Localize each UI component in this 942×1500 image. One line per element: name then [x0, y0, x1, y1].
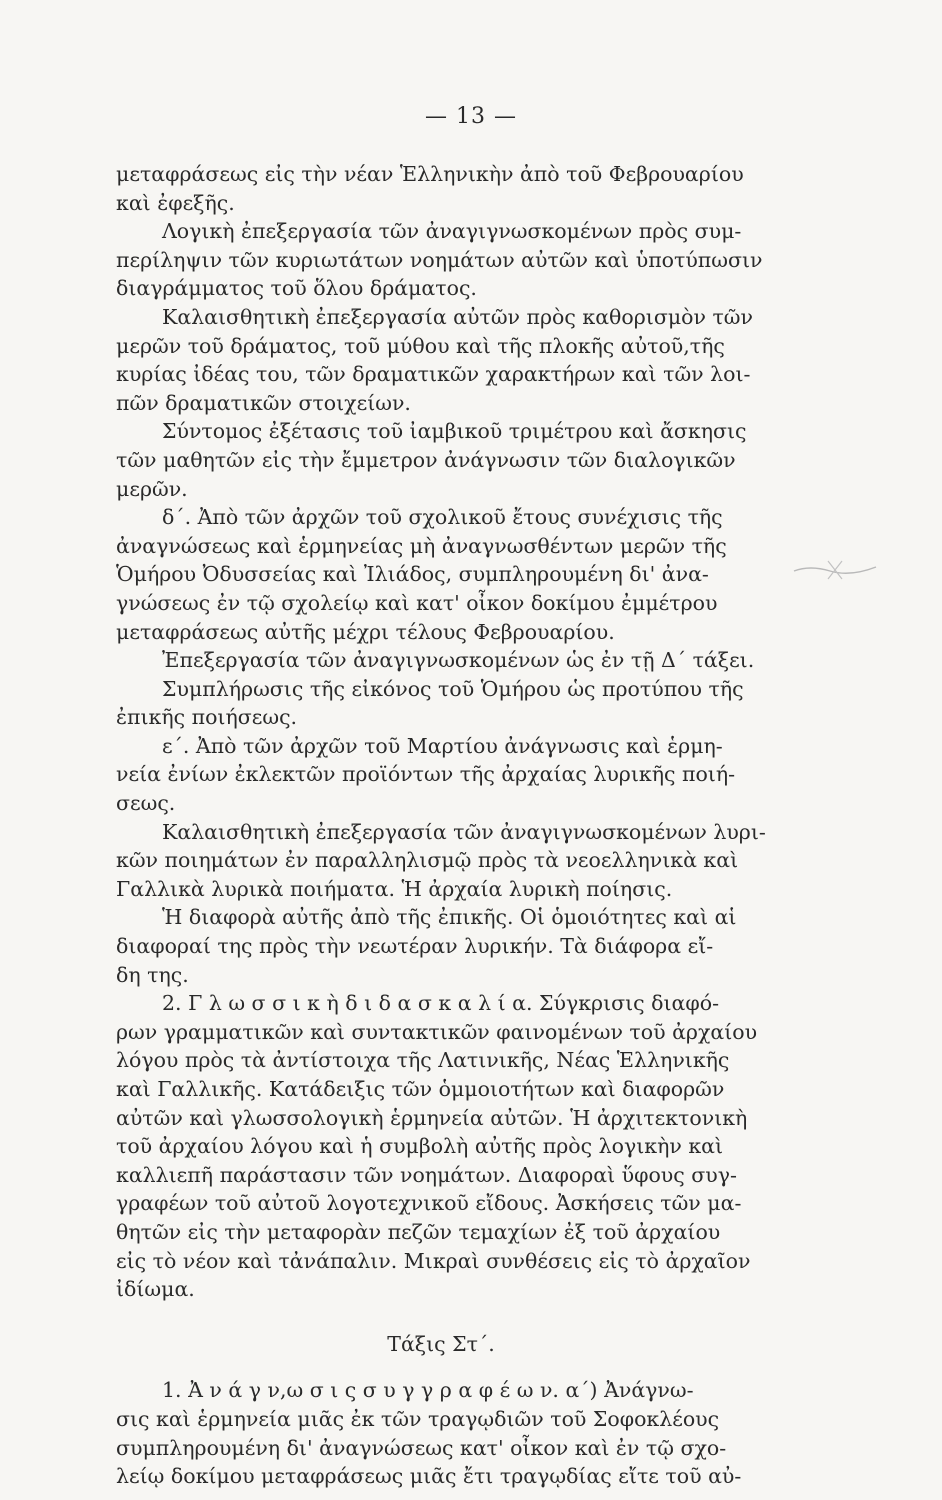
text-line: Ἡ διαφορὰ αὐτῆς ἀπὸ τῆς ἐπικῆς. Οἱ ὁμοιότητες καὶ αἱ [162, 905, 737, 930]
text-line: νεία ἐνίων ἐκλεκτῶν προϊόντων τῆς ἀρχαίας λυρικῆς ποιή- [116, 762, 736, 787]
text-line: συμπληρουμένη δι' ἀναγνώσεως κατ' οἶκον καὶ ἐν τῷ σχο- [116, 1435, 727, 1460]
text-line: λόγου πρὸς τὰ ἀντίστοιχα τῆς Λατινικῆς, Νέας Ἑλληνικῆς [116, 1048, 730, 1073]
text-line: κῶν ποιημάτων ἐν παραλληλισμῷ πρὸς τὰ νεοελληνικὰ καὶ [116, 848, 739, 873]
text-line: δη της. [116, 962, 189, 987]
text-line: σεως. [116, 791, 176, 816]
text-line: μερῶν τοῦ δράματος, τοῦ μύθου καὶ τῆς πλοκῆς αὐτοῦ,τῆς [116, 333, 725, 358]
text-line: τῶν μαθητῶν εἰς τὴν ἔμμετρον ἀνάγνωσιν τῶν διαλογικῶν [116, 447, 736, 472]
text-line: ρων γραμματικῶν καὶ συντακτικῶν φαινομένων τοῦ ἀρχαίου [116, 1019, 758, 1044]
text-line: 1. Ἀ ν ά γ ν,ω σ ι ς σ υ γ γ ρ α φ έ ω ν. α΄) Ἀνάγνω- [162, 1378, 694, 1403]
text-line: ἐπικῆς ποιήσεως. [116, 705, 298, 730]
text-line: καλλιεπῆ παράστασιν τῶν νοημάτων. Διαφοραὶ ὕφους συγ- [116, 1162, 737, 1187]
text-line: δ΄. Ἀπὸ τῶν ἀρχῶν τοῦ σχολικοῦ ἔτους συνέχισις τῆς [162, 505, 723, 530]
text-line: Συμπλήρωσις τῆς εἰκόνος τοῦ Ὁμήρου ὡς προτύπου τῆς [162, 676, 744, 701]
text-line: αὐτῶν καὶ γλωσσολογικὴ ἑρμηνεία αὐτῶν. Ἡ ἀρχιτεκτονικὴ [116, 1105, 748, 1130]
text-line: Ὁμήρου Ὀδυσσείας καὶ Ἰλιάδος, συμπληρουμένη δι' ἀνα- [116, 562, 709, 587]
text-line: μεταφράσεως αὐτῆς μέχρι τέλους Φεβρουαρίου. [116, 619, 615, 644]
text-line: 2. Γ λ ω σ σ ι κ ὴ δ ι δ α σ κ α λ ί α. Σύγκρισις διαφό- [162, 991, 720, 1016]
text-line: διαφοραί της πρὸς τὴν νεωτέραν λυρικήν. Τὰ διάφορα εἴ- [116, 934, 714, 959]
text-line: ε΄. Ἀπὸ τῶν ἀρχῶν τοῦ Μαρτίου ἀνάγνωσις καὶ ἑρμη- [162, 733, 723, 758]
text-line: καὶ Γαλλικῆς. Κατάδειξις τῶν ὁμμοιοτήτων καὶ διαφορῶν [116, 1077, 725, 1101]
text-line: Καλαισθητικὴ ἐπεξεργασία τῶν ἀναγιγνωσκομένων λυρι- [162, 819, 766, 844]
text-line: Καλαισθητικὴ ἐπεξεργασία αὐτῶν πρὸς καθορισμὸν τῶν [162, 304, 753, 329]
text-line: Γαλλικὰ λυρικὰ ποιήματα. Ἡ ἀρχαία λυρικὴ ποίησις. [116, 876, 673, 901]
text-line: Ἐπεξεργασία τῶν ἀναγιγνωσκομένων ὡς ἐν τῇ Δ΄ τάξει. [162, 648, 755, 673]
text-line: καὶ ἐφεξῆς. [116, 190, 235, 215]
text-line: τοῦ ἀρχαίου λόγου καὶ ἡ συμβολὴ αὐτῆς πρὸς λογικὴν καὶ [116, 1134, 724, 1159]
text-line: Λογικὴ ἐπεξεργασία τῶν ἀναγιγνωσκομένων πρὸς συμ- [162, 219, 742, 244]
text-line: θητῶν εἰς τὴν μεταφορὰν πεζῶν τεμαχίων ἐξ τοῦ ἀρχαίου [116, 1219, 721, 1244]
text-line: γραφέων τοῦ αὐτοῦ λογοτεχνικοῦ εἴδους. Ἀσκήσεις τῶν μα- [116, 1191, 742, 1216]
text-line: διαγράμματος τοῦ ὅλου δράματος. [116, 276, 477, 301]
text-line: λείῳ δοκίμου μεταφράσεως μιᾶς ἔτι τραγῳδίας εἴτε τοῦ αὐ- [116, 1464, 742, 1489]
pencil-margin-mark-icon [790, 555, 880, 585]
text-line: Σύντομος ἐξέτασις τοῦ ἰαμβικοῦ τριμέτρου καὶ ἄσκησις [162, 419, 747, 444]
text-line: ἀναγνώσεως καὶ ἑρμηνείας μὴ ἀναγνωσθέντων μερῶν τῆς [116, 533, 727, 558]
body-text [116, 160, 766, 1491]
text-line: γνώσεως ἐν τῷ σχολείῳ καὶ κατ' οἶκον δοκίμου ἐμμέτρου [116, 590, 718, 615]
page-number: — 13 — [425, 104, 517, 129]
text-line: κυρίας ἰδέας του, τῶν δραματικῶν χαρακτήρων καὶ τῶν λοι- [116, 362, 751, 387]
text-line: σις καὶ ἑρμηνεία μιᾶς ἐκ τῶν τραγῳδιῶν τοῦ Σοφοκλέους [116, 1406, 720, 1431]
section-heading: Τάξις Στ΄. [387, 1331, 495, 1356]
text-line: πῶν δραματικῶν στοιχείων. [116, 390, 411, 415]
text-line: περίληψιν τῶν κυριωτάτων νοημάτων αὐτῶν καὶ ὑποτύπωσιν [116, 247, 763, 272]
text-line: εἰς τὸ νέον καὶ τἀνάπαλιν. Μικραὶ συνθέσεις εἰς τὸ ἀρχαῖον [116, 1248, 751, 1273]
text-line: μερῶν. [116, 476, 188, 501]
text-line: ἰδίωμα. [116, 1277, 195, 1302]
text-line: μεταφράσεως εἰς τὴν νέαν Ἑλληνικὴν ἀπὸ τοῦ Φεβρουαρίου [116, 162, 744, 186]
